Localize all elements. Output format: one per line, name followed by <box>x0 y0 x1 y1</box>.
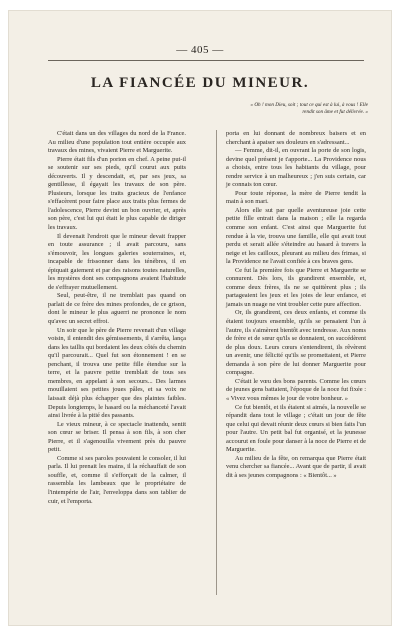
epigraph: « Oh ! mon Dieu, soit ; tout ce qui est à lui, à vous ! Elle rendit son âme et fut délivrée. » <box>250 102 368 115</box>
paragraph: Ce fut la première fois que Pierre et Marguerite se connurent. Dès lors, ils grandirent ensemble, et, comme deux frères, ils ne se quittèrent plus ; ils partageaient les jeux et les joies de leur enfance, et jamais un nuage ne vint troubler cette pure affection. <box>226 266 366 308</box>
left-column <box>48 130 186 506</box>
article-title: LA FIANCÉE DU MINEUR. <box>90 75 310 91</box>
paragraph: Un soir que le père de Pierre revenait d'un village voisin, il entendit des gémissements, il s'arrêta, lança dans les taillis qui bordaient les deux côtés du chemin qu'il parcourait... Quel fut son étonnement ! en se penchant, il trouva une petite fille étendue sur la terre, et la pauvre petite tremblait de tous ses membres, en appelant à son secours... Des larmes mouillaient ses petites joues pâles, et sa voix ne laissait déjà plus échapper que des plaintes faibles. Depuis longtemps, le hasard ou la méchanceté l'avait ainsi livrée à la pitié des passants. <box>48 326 186 420</box>
paragraph: porta en lui donnant de nombreux baisers et en cherchant à apaiser ses douleurs en s'adressant... <box>226 130 366 146</box>
paragraph: Pierre était fils d'un porion en chef. A peine put-il se soutenir sur ses pieds, qu'il courut aux puits découverts. Il y descendait, et, par ses jeux, sa gentillesse, il égayait les travaux de son père. Plusieurs, lorsque les traits gracieux de l'enfance s'effacèrent pour faire place aux traits plus fermes de l'adolescence, Pierre devint un bon ouvrier, et, après son père, c'est lui qui était le plus capable de diriger les travaux. <box>48 155 186 232</box>
right-column <box>226 130 366 480</box>
paragraph: Il devenait l'endroit que le mineur devait frapper en toute assurance ; il avait parcouru, sans s'émouvoir, les longues galeries souterraines, et, incapable de frissonner dans les ténèbres, il en épiquait gaiement et par des raisons toutes naturelles, les mystères dont ses compagnons avaient l'habitude de s'effrayer mutuellement. <box>48 232 186 291</box>
paragraph: Alors elle sut par quelle aventureuse joie cette petite fille entrait dans la maison ; elle la regarda comme son enfant. C'est ainsi que Marguerite fut rendue à la vie, trouva une famille, elle qui avait tout perdu et serait allée s'éteindre au hasard à travers la neige et les cailloux, pleurant au milieu des frimas, si la Providence ne l'avait confiée à ces braves gens. <box>226 206 366 266</box>
paragraph: Au milieu de la fête, on remarqua que Pierre était venu chercher sa fiancée... Avant que de partir, il avait dit à ses jeunes compagnons : « Bientôt... » <box>226 454 366 479</box>
paragraph: C'était le vœu des bons parents. Comme les cœurs de jeunes gens battaient, l'époque de la noce fut fixée : « Vivez vous mêmes le jour de votre bonheur. » <box>226 377 366 402</box>
paragraph: Seul, peut-être, il ne tremblait pas quand on parlait de ce frère des mines profondes, de ce grison, dont le mineur le plus aguerri ne prononce le nom qu'avec un secret effroi. <box>48 292 186 326</box>
header-rule <box>48 60 364 61</box>
column-divider <box>216 130 217 595</box>
paragraph: Le vieux mineur, à ce spectacle inattendu, sentit son cœur se briser. Il pensa à son fils, à son cher Pierre, et il s'agenouilla vivement près du pauvre petit. <box>48 420 186 454</box>
paragraph: C'était dans un des villages du nord de la France. Au milieu d'une population tout entière occupée aux travaux des mines, vivaient Pierre et Marguerite. <box>48 130 186 155</box>
page-number: — 405 — <box>176 44 224 56</box>
paragraph: — Femme, dit-il, en ouvrant la porte de son logis, devine quel présent je t'apporte... La Providence nous a choisis, entre tous les habitants du village, pour rendre service à un malheureux ; j'en suis certain, car je connais ton cœur. <box>226 147 366 189</box>
paragraph: Comme si ses paroles pouvaient le consoler, il lui parla. Il lui prenait les mains, il la réchauffait de son souffle, et, comme il s'efforçait de la calmer, il rassembla les lambeaux que le propriétaire de l'intempérie de l'air, l'enveloppa dans son tablier de cuir, et l'emporta. <box>48 454 186 505</box>
paragraph: Pour toute réponse, la mère de Pierre tendit la main à son mari. <box>226 189 366 206</box>
paragraph: Or, ils grandirent, ces deux enfants, et comme ils étaient toujours ensemble, qu'ils se pensaient l'un à l'autre, ils s'aimèrent bientôt avec tendresse. Aux noms de frère et de sœur qu'ils se donnaient, on succédèrent de plus doux. Leurs cœurs s'entendirent, ils rêvèrent un avenir, une félicité qu'ils se promettaient, et Pierre demanda à son père de lui donner Marguerite pour compagne. <box>226 309 366 377</box>
paragraph: Ce fut bientôt, et ils étaient si aimés, la nouvelle se répandit dans tout le village ; c'était un jour de fête que celui qui devait réunir deux cœurs si bien faits l'un pour l'autre. Un petit bal fut organisé, et la jeunesse accourut en foule pour danser à la noce de Pierre et de Marguerite. <box>226 403 366 454</box>
book-page <box>8 10 392 626</box>
